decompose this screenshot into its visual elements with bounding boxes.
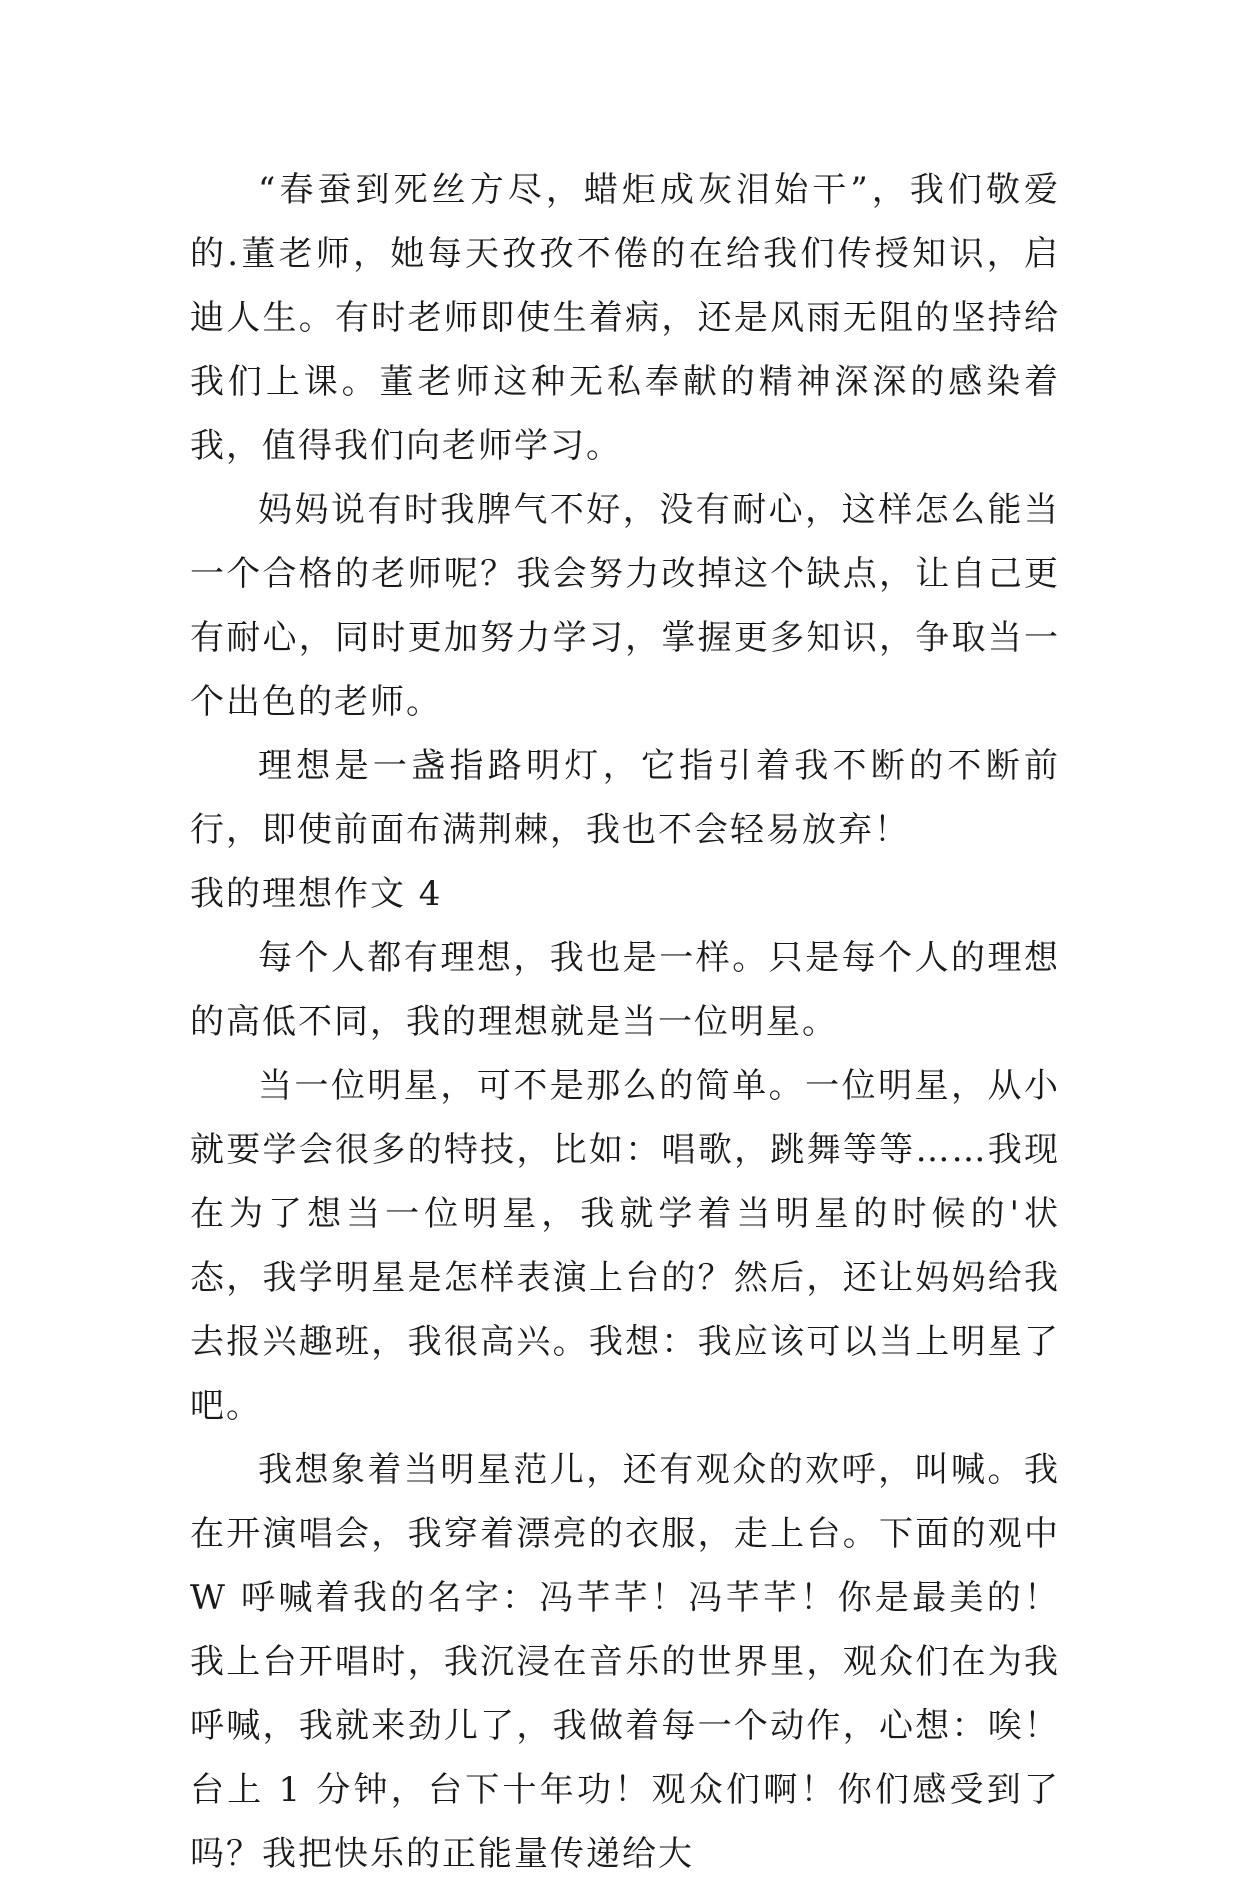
paragraph-patience: 妈妈说有时我脾气不好，没有耐心，这样怎么能当一个合格的老师呢？我会努力改掉这个缺点，让自己更有耐心，同时更加努力学习，掌握更多知识，争取当一个出色的老师。: [190, 490, 1060, 722]
paragraph-ideal-lamp: 理想是一盏指路明灯，它指引着我不断的不断前行，即使前面布满荆棘，我也不会轻易放弃！: [190, 746, 1060, 850]
paragraph-teacher-dong: “春蚕到死丝方尽，蜡炬成灰泪始干”，我们敬爱的.董老师，她每天孜孜不倦的在给我们传授知识，启迪人生。有时老师即使生着病，还是风雨无阻的坚持给我们上课。董老师这种无私奉献的精神深深的感染着我，值得我们向老师学习。: [190, 170, 1060, 466]
essay-heading: 我的理想作文 4: [190, 874, 443, 914]
paragraph-concert-dream: 我想象着当明星范儿，还有观众的欢呼，叫喊。我在开演唱会，我穿着漂亮的衣服，走上台。下面的观中 W 呼喊着我的名字：冯芊芊！冯芊芊！你是最美的！我上台开唱时，我沉浸在音乐的世界里，观众们在为我呼喊，我就来劲儿了，我做着每一个动作，心想：唉！台上 1 分钟，台下十年功！观众们啊！你们感受到了吗？我把快乐的正能量传递给大: [190, 1450, 1060, 1874]
paragraph-becoming-star: 当一位明星，可不是那么的简单。一位明星，从小就要学会很多的特技，比如：唱歌，跳舞等等……我现在为了想当一位明星，我就学着当明星的时候的'状态，我学明星是怎样表演上台的？然后，还让妈妈给我去报兴趣班，我很高兴。我想：我应该可以当上明星了吧。: [190, 1066, 1060, 1426]
document-body: [190, 158, 1060, 1886]
paragraph-star-ideal: 每个人都有理想，我也是一样。只是每个人的理想的高低不同，我的理想就是当一位明星。: [190, 938, 1060, 1042]
